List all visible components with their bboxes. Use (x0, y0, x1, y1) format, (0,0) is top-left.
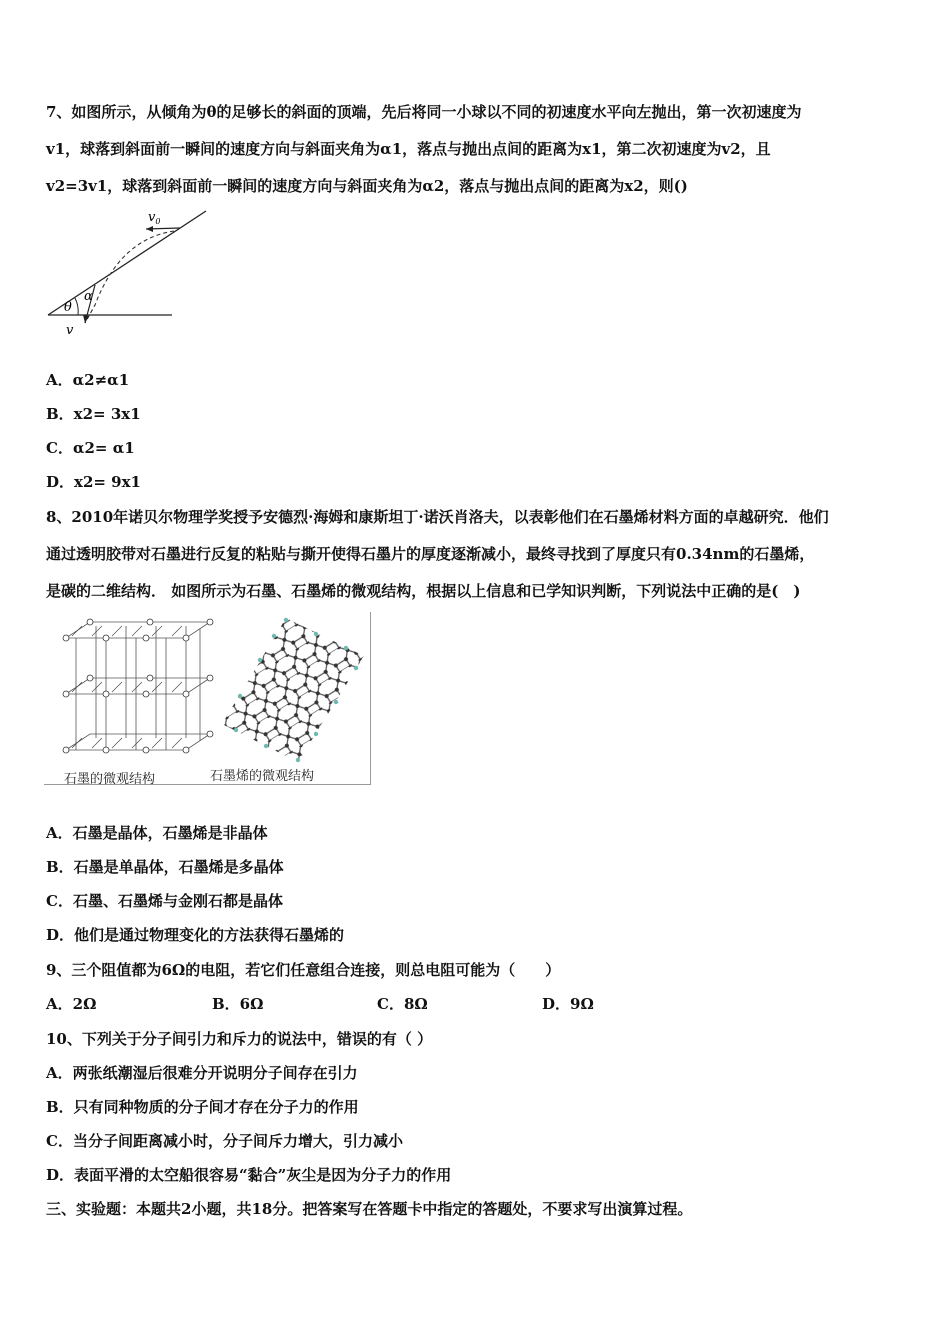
q10-option-c: C．当分子间距离减小时，分子间斥力增大，引力减小 (46, 1132, 403, 1150)
q8-stem-line1: 8、2010年诺贝尔物理学奖授予安德烈·海姆和康斯坦丁·诺沃肖洛夫，以表彰他们在石墨烯材料方面的卓越研究．他们 (46, 508, 829, 526)
q7-incline-figure (40, 205, 220, 340)
q7-option-d: D．x2= 9x1 (46, 473, 141, 491)
q7-option-b: B．x2= 3x1 (46, 405, 141, 423)
q9-option-c: C．8Ω (377, 995, 428, 1013)
q7-option-c: C．α2= α1 (46, 439, 135, 457)
q8-option-c: C．石墨、石墨烯与金刚石都是晶体 (46, 892, 283, 910)
trajectory-curve (85, 231, 174, 323)
graphite-caption: 石墨的微观结构 (64, 772, 156, 787)
q8-option-b: B．石墨是单晶体，石墨烯是多晶体 (46, 858, 284, 876)
v0-label: $v_0$ (148, 210, 161, 226)
q10-option-d: D．表面平滑的太空船很容易“黏合”灰尘是因为分子力的作用 (46, 1166, 452, 1184)
q9-option-b: B．6Ω (212, 995, 264, 1013)
alpha-label: α (84, 289, 93, 304)
theta-label: θ (64, 300, 72, 315)
v0-arrowhead (146, 226, 153, 232)
theta-arc (75, 298, 78, 315)
q8-stem-line2: 通过透明胶带对石墨进行反复的粘贴与撕开使得石墨片的厚度逐渐减小，最终寻找到了厚度只有0.34nm的石墨烯， (46, 545, 815, 563)
q8-stem-line3: 是碳的二维结构． 如图所示为石墨、石墨烯的微观结构，根据以上信息和已学知识判断，下列说法中正确的是( ) (46, 582, 801, 600)
graphene-caption: 石墨烯的微观结构 (210, 769, 315, 784)
section-3-heading: 三、实验题：本题共2小题，共18分。把答案写在答题卡中指定的答题处，不要求写出演算过程。 (46, 1200, 693, 1218)
q9-option-a: A．2Ω (46, 995, 97, 1013)
q8-structure-figure (44, 612, 371, 785)
q7-stem-line1: 7、如图所示，从倾角为θ的足够长的斜面的顶端，先后将同一小球以不同的初速度水平向左抛出，第一次初速度为 (46, 103, 802, 121)
q10-option-b: B．只有同种物质的分子间才存在分子力的作用 (46, 1098, 359, 1116)
graphene-structure-image (216, 616, 366, 764)
q9-stem: 9、三个阻值都为6Ω的电阻，若它们任意组合连接，则总电阻可能为（ ） (46, 961, 561, 979)
q9-option-d: D．9Ω (542, 995, 594, 1013)
q10-stem: 10、下列关于分子间引力和斥力的说法中，错误的有（ ） (46, 1030, 433, 1048)
q7-stem-line2: v1，球落到斜面前一瞬间的速度方向与斜面夹角为α1，落点与抛出点间的距离为x1，第二次初速度为v2，且 (46, 140, 771, 158)
q8-option-d: D．他们是通过物理变化的方法获得石墨烯的 (46, 926, 345, 944)
q7-stem-line3: v2=3v1，球落到斜面前一瞬间的速度方向与斜面夹角为α2，落点与抛出点间的距离为x2，则() (46, 177, 688, 195)
q7-option-a: A．α2≠α1 (46, 371, 130, 389)
v-label: v (66, 323, 74, 338)
q8-option-a: A．石墨是晶体，石墨烯是非晶体 (46, 824, 268, 842)
v-arrowhead (83, 315, 89, 323)
graphite-structure-image (52, 616, 220, 766)
q10-option-a: A．两张纸潮湿后很难分开说明分子间存在引力 (46, 1064, 358, 1082)
